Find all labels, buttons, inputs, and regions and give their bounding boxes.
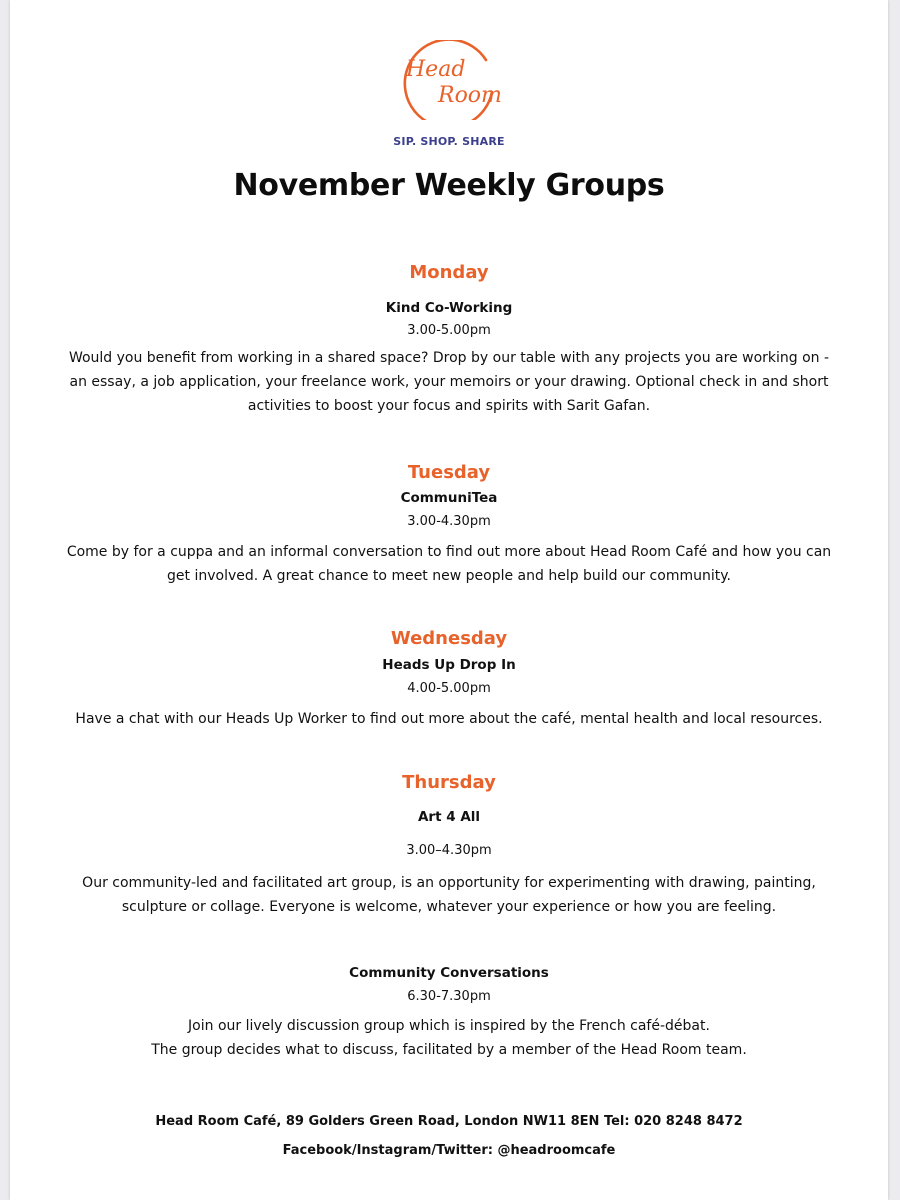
- description-line: activities to boost your focus and spirits with Sarit Gafan.: [247, 398, 651, 414]
- footer-social: Facebook/Instagram/Twitter: @headroomcafe: [282, 1143, 616, 1158]
- group-time-wednesday: 4.00-5.00pm: [407, 681, 491, 696]
- head-room-logo: [388, 40, 518, 120]
- group-time-tuesday: 3.00-4.30pm: [407, 514, 491, 529]
- logo-text-head: Head: [406, 57, 466, 82]
- group-name-communitea: CommuniTea: [400, 490, 498, 506]
- group-description-community-conversations: [10, 1014, 888, 1062]
- group-time-art-4-all: 3.00–4.30pm: [406, 843, 492, 858]
- description-line: get involved. A great chance to meet new people and help build our community.: [167, 568, 731, 584]
- group-name-community-conversations: Community Conversations: [349, 965, 549, 981]
- group-name-heads-up-drop-in: Heads Up Drop In: [382, 657, 516, 673]
- description-line: an essay, a job application, your freelance work, your memoirs or your drawing. Optional check in and short: [69, 374, 829, 390]
- description-line: Join our lively discussion group which is inspired by the French café-débat.: [188, 1018, 710, 1034]
- group-description-monday: [10, 346, 888, 418]
- group-time-community-conversations: 6.30-7.30pm: [407, 989, 491, 1004]
- day-heading-tuesday: Tuesday: [407, 462, 491, 483]
- description-line: Our community-led and facilitated art group, is an opportunity for experimenting with drawing, painting,: [82, 875, 816, 891]
- document-page: [10, 0, 888, 1200]
- day-heading-wednesday: Wednesday: [390, 628, 508, 649]
- description-line: Have a chat with our Heads Up Worker to find out more about the café, mental health and local resources.: [75, 711, 823, 727]
- tagline: SIP. SHOP. SHARE: [393, 135, 505, 148]
- group-description-tuesday: [10, 540, 888, 588]
- page-title: November Weekly Groups: [233, 168, 665, 203]
- description-line: Come by for a cuppa and an informal conversation to find out more about Head Room Café and how you can: [66, 544, 832, 560]
- description-line: Would you benefit from working in a shared space? Drop by our table with any projects you are working on -: [68, 350, 830, 366]
- day-heading-monday: Monday: [409, 262, 489, 283]
- group-name-art-4-all: Art 4 All: [417, 809, 481, 825]
- logo-text-room: Room: [438, 83, 502, 108]
- footer-address: Head Room Café, 89 Golders Green Road, London NW11 8EN Tel: 020 8248 8472: [155, 1114, 743, 1129]
- description-line: sculpture or collage. Everyone is welcome, whatever your experience or how you are feeling.: [121, 899, 777, 915]
- group-time-monday: 3.00-5.00pm: [407, 323, 491, 338]
- group-description-wednesday: [10, 707, 888, 731]
- day-heading-thursday: Thursday: [402, 772, 496, 793]
- group-name-kind-co-working: Kind Co-Working: [385, 300, 513, 316]
- group-description-art-4-all: [10, 871, 888, 919]
- description-line: The group decides what to discuss, facilitated by a member of the Head Room team.: [151, 1042, 747, 1058]
